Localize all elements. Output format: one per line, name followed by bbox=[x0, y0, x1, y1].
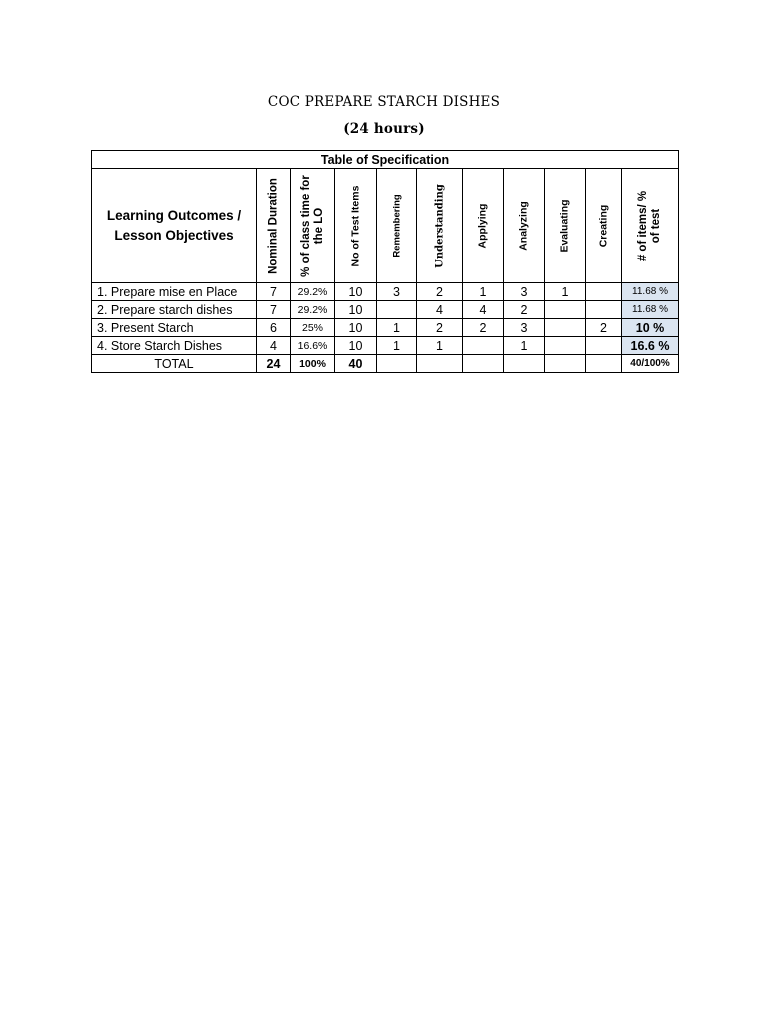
cell-applying bbox=[463, 337, 504, 355]
cell-analyzing: 2 bbox=[504, 301, 545, 319]
table-row bbox=[92, 337, 679, 355]
cell-understanding: 1 bbox=[417, 337, 463, 355]
header-learning-outcomes: Learning Outcomes / Lesson Objectives bbox=[92, 169, 257, 283]
cell-understanding: 4 bbox=[417, 301, 463, 319]
cell-applying: 4 bbox=[463, 301, 504, 319]
cell-creating bbox=[586, 301, 622, 319]
cell-duration: 7 bbox=[257, 301, 291, 319]
cell-pct: 29.2% bbox=[291, 301, 335, 319]
cell-total-understanding bbox=[417, 355, 463, 373]
cell-items: 10 bbox=[335, 283, 377, 301]
cell-evaluating bbox=[545, 301, 586, 319]
cell-total-creating bbox=[586, 355, 622, 373]
cell-analyzing: 3 bbox=[504, 283, 545, 301]
cell-total-label: TOTAL bbox=[92, 355, 257, 373]
cell-lo: 3. Present Starch bbox=[92, 319, 257, 337]
cell-total-duration: 24 bbox=[257, 355, 291, 373]
cell-understanding: 2 bbox=[417, 319, 463, 337]
cell-remembering bbox=[377, 301, 417, 319]
header-evaluating: Evaluating bbox=[545, 169, 586, 283]
cell-evaluating bbox=[545, 337, 586, 355]
header-applying: Applying bbox=[463, 169, 504, 283]
cell-pct: 25% bbox=[291, 319, 335, 337]
cell-total-pct: 100% bbox=[291, 355, 335, 373]
cell-items: 10 bbox=[335, 337, 377, 355]
table-row bbox=[92, 301, 679, 319]
table-caption: Table of Specification bbox=[92, 151, 679, 169]
cell-analyzing: 1 bbox=[504, 337, 545, 355]
cell-total-items-pct: 40/100% bbox=[622, 355, 679, 373]
cell-items: 10 bbox=[335, 319, 377, 337]
cell-items-pct: 10 % bbox=[622, 319, 679, 337]
cell-duration: 6 bbox=[257, 319, 291, 337]
cell-applying: 2 bbox=[463, 319, 504, 337]
cell-creating bbox=[586, 337, 622, 355]
header-pct-class-time: % of class time for the LO bbox=[291, 169, 335, 283]
cell-total-remembering bbox=[377, 355, 417, 373]
document-subtitle: (24 hours) bbox=[343, 121, 425, 137]
cell-items: 10 bbox=[335, 301, 377, 319]
header-nominal-duration: Nominal Duration bbox=[257, 169, 291, 283]
cell-items-pct: 11.68 % bbox=[622, 283, 679, 301]
cell-creating: 2 bbox=[586, 319, 622, 337]
cell-remembering: 1 bbox=[377, 319, 417, 337]
cell-pct: 29.2% bbox=[291, 283, 335, 301]
header-creating: Creating bbox=[586, 169, 622, 283]
header-analyzing: Analyzing bbox=[504, 169, 545, 283]
cell-items-pct: 16.6 % bbox=[622, 337, 679, 355]
cell-evaluating bbox=[545, 319, 586, 337]
cell-understanding: 2 bbox=[417, 283, 463, 301]
total-row bbox=[92, 355, 679, 373]
cell-total-applying bbox=[463, 355, 504, 373]
cell-analyzing: 3 bbox=[504, 319, 545, 337]
cell-total-analyzing bbox=[504, 355, 545, 373]
cell-remembering: 3 bbox=[377, 283, 417, 301]
cell-applying: 1 bbox=[463, 283, 504, 301]
cell-total-evaluating bbox=[545, 355, 586, 373]
cell-creating bbox=[586, 283, 622, 301]
cell-duration: 4 bbox=[257, 337, 291, 355]
cell-total-items: 40 bbox=[335, 355, 377, 373]
header-understanding: Understanding bbox=[417, 169, 463, 283]
cell-duration: 7 bbox=[257, 283, 291, 301]
header-no-test-items: No of Test Items bbox=[335, 169, 377, 283]
header-items-pct: # of items/ % of test bbox=[622, 169, 679, 283]
table-row bbox=[92, 319, 679, 337]
cell-evaluating: 1 bbox=[545, 283, 586, 301]
cell-items-pct: 11.68 % bbox=[622, 301, 679, 319]
cell-pct: 16.6% bbox=[291, 337, 335, 355]
cell-lo: 1. Prepare mise en Place bbox=[92, 283, 257, 301]
cell-lo: 4. Store Starch Dishes bbox=[92, 337, 257, 355]
cell-lo: 2. Prepare starch dishes bbox=[92, 301, 257, 319]
document-title: COC PREPARE STARCH DISHES bbox=[267, 94, 501, 110]
cell-remembering: 1 bbox=[377, 337, 417, 355]
header-remembering: Remembering bbox=[377, 169, 417, 283]
table-row bbox=[92, 283, 679, 301]
specification-table bbox=[91, 150, 679, 373]
